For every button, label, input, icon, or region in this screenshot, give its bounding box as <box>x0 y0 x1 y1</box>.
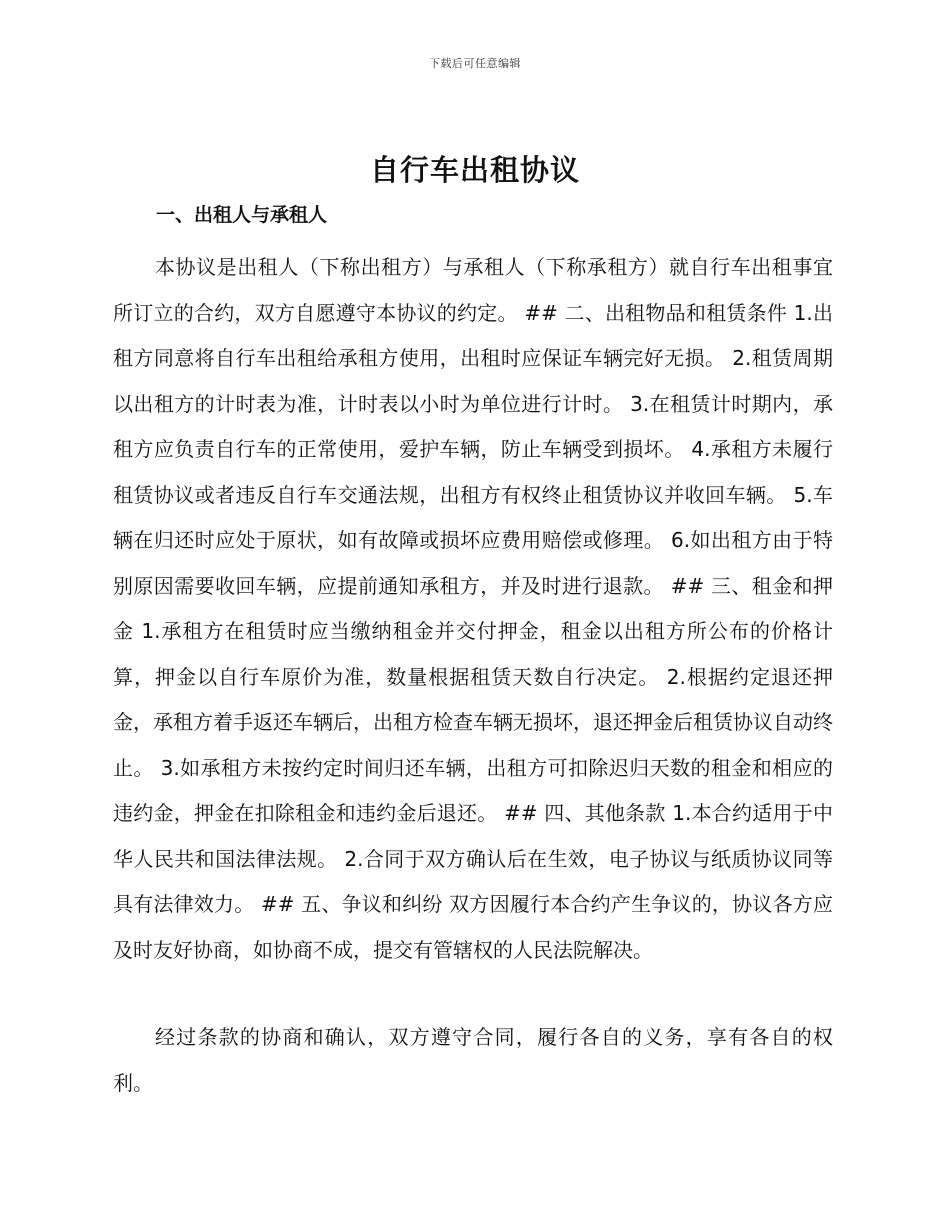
body-paragraph: 本协议是出租人（下称出租方）与承租人（下称承租方）就自行车出租事宜所订立的合约，双方自愿遵守本协议的约定。 ## 二、出租物品和租赁条件 1.出租方同意将自行车出租给承租方使用，出租时应保证车辆完好无损。 2.租赁周期以出租方的计时表为准，计时表以小时为单位进行计时。 3.在租赁计时期内，承租方应负责自行车的正常使用，爱护车辆，防止车辆受到损坏。 4.承租方未履行租赁协议或者违反自行车交通法规，出租方有权终止租赁协议并收回车辆。 5.车辆在归还时应处于原状，如有故障或损坏应费用赔偿或修理。 6.如出租方由于特别原因需要收回车辆，应提前通知承租方，并及时进行退款。 ## 三、租金和押金 1.承租方在租赁时应当缴纳租金并交付押金，租金以出租方所公布的价格计算，押金以自行车原价为准，数量根据租赁天数自行决定。 2.根据约定退还押金，承租方着手返还车辆后，出租方检查车辆无损坏，退还押金后租赁协议自动终止。 3.如承租方未按约定时间归还车辆，出租方可扣除迟归天数的租金和相应的违约金，押金在扣除租金和违约金后退还。 ## 四、其他条款 1.本合约适用于中华人民共和国法律法规。 2.合同于双方确认后在生效，电子协议与纸质协议同等具有法律效力。 ## 五、争议和纠纷 双方因履行本合约产生争议的，协议各方应及时友好协商，如协商不成，提交有管辖权的人民法院解决。 <box>113 255 833 962</box>
document-title: 自行车出租协议 <box>369 153 580 187</box>
section-heading: 一、出租人与承租人 <box>156 204 328 226</box>
header-note: 下载后可任意编辑 <box>429 57 521 70</box>
closing-paragraph: 经过条款的协商和确认，双方遵守合同，履行各自的义务，享有各自的权利。 <box>113 1025 833 1095</box>
